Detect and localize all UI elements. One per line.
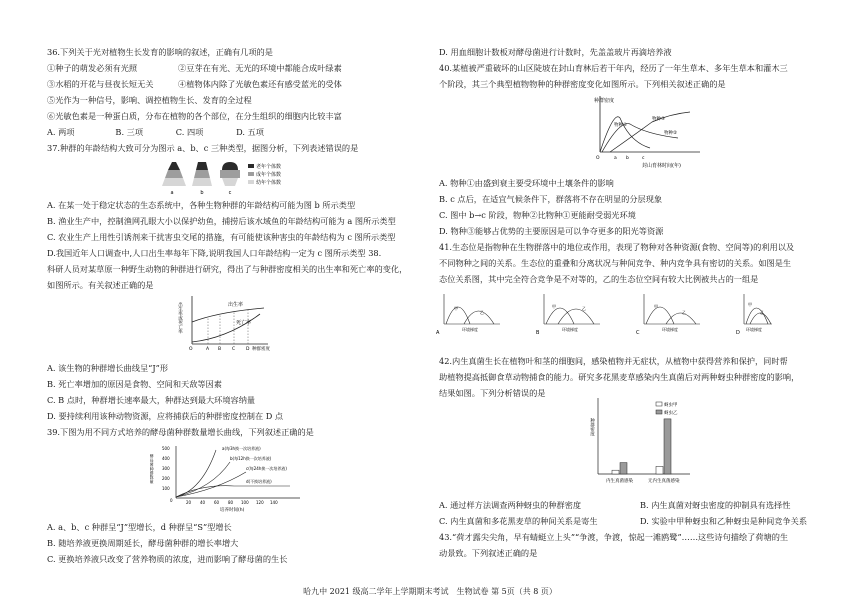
legend-swatch-aphid-a bbox=[656, 402, 662, 406]
species-yi: 乙 bbox=[582, 306, 586, 311]
q40-stem: 个阶段，其三个典型植物物种的种群密度变化如图所示。下列相关叙述正确的是 bbox=[439, 79, 726, 89]
point-b: B bbox=[218, 347, 222, 352]
point-c: C bbox=[232, 347, 236, 352]
category-label-uninfected: 无内生真菌感染 bbox=[648, 479, 680, 484]
q37-option-b: B. 渔业生产中，控制渔网孔眼大小以保护幼鱼，捕捞后该水域鱼的年龄结构可能为 a 图所示类型 bbox=[47, 216, 396, 226]
q36-item: ⑥光敏色素是一种蛋白质，分布在植物的各个部位，在分生组织的细胞内比较丰富 bbox=[47, 111, 342, 121]
q38-stem: 科研人员对某草原一种野生动物的种群进行研究，得出了与种群密度相关的出生率和死亡率的变化， bbox=[47, 264, 408, 274]
x-tick: 140 bbox=[270, 500, 278, 505]
legend-young: 幼年个体数 bbox=[256, 180, 282, 186]
q41-niche-figure bbox=[434, 288, 774, 338]
species-yi: 乙 bbox=[760, 310, 764, 315]
x-axis-label: 环境梯度 bbox=[746, 327, 762, 332]
y-tick: 300 bbox=[162, 466, 170, 471]
q36-item: ①种子的萌发必须有光照 ②豆芽在有光、无光的环境中都能合成叶绿素 bbox=[47, 63, 342, 73]
q38-option-d: D. 要持续利用该种动物资源，应将捕获后的种群密度控制在 D 点 bbox=[47, 411, 284, 421]
q40-succession-figure bbox=[590, 90, 708, 170]
bar-aphid-b-uninfected bbox=[664, 419, 671, 474]
q38-birth-death-figure bbox=[178, 292, 274, 354]
q39-option-a: A. a、b、c 种群呈“J”型增长，d 种群呈“S”型增长 bbox=[47, 522, 232, 532]
q42-aphid-bar-chart bbox=[560, 392, 710, 488]
point-o: O bbox=[189, 347, 193, 352]
pyramid-c bbox=[220, 162, 240, 186]
panel-b bbox=[536, 294, 600, 336]
x-tick: 120 bbox=[256, 500, 264, 505]
panel-label: B bbox=[536, 330, 540, 336]
q43-stem: 动景致。下列叙述正确的是 bbox=[439, 548, 538, 558]
y-axis-label: 种群密度 bbox=[594, 98, 615, 104]
q39-stem: 39.下图为用不同方式培养的酵母菌种群数量增长曲线，下列叙述正确的是 bbox=[47, 427, 314, 437]
bar-aphid-b-infected bbox=[620, 463, 627, 474]
point-b: b bbox=[626, 156, 629, 161]
pyramid-a bbox=[162, 162, 186, 186]
q42-option-a: A. 通过样方法调查两种蚜虫的种群密度 bbox=[439, 500, 582, 510]
q39-option-c: C. 更换培养液只改变了营养物质的浓度，进而影响了酵母菌的生长 bbox=[47, 554, 288, 564]
y-tick: 200 bbox=[162, 476, 170, 481]
legend-swatch-aphid-b bbox=[656, 410, 662, 414]
species-jia: 甲 bbox=[552, 304, 556, 309]
q39-yeast-growth-figure bbox=[150, 440, 310, 512]
x-tick: 20 bbox=[186, 500, 192, 505]
q37-stem: 37.种群的年龄结构大致可分为图示 a、b、c 三种类型，据图分析，下列表述错误的是 bbox=[47, 143, 359, 153]
species-jia: 甲 bbox=[654, 304, 658, 309]
point-c: c bbox=[642, 156, 645, 161]
q37-option-d: D.我国近年人口调查中,人口出生率每年下降,说明我国人口年龄结构一定为 c 图所示类型 38. bbox=[47, 248, 382, 258]
species-yi: 乙 bbox=[682, 310, 686, 315]
q42-stem: 助植物提高抵御食草动物捕食的能力。研究多花黑麦草感染内生真菌后对两种蚜虫种群密度的影响， bbox=[439, 372, 800, 382]
q36-item: ⑤光作为一种信号，影响、调控植物生长、发育的全过程 bbox=[47, 95, 252, 105]
legend-old: 老年个体数 bbox=[256, 164, 282, 170]
y-tick: 400 bbox=[162, 456, 170, 461]
y-tick: 0 bbox=[170, 498, 173, 503]
curve-label-d: d(不换培养液) bbox=[246, 479, 272, 484]
q38-stem: 如图所示。有关叙述正确的是 bbox=[47, 280, 154, 290]
label-b: b bbox=[200, 190, 204, 196]
y-axis-label: 出生率或死亡率 bbox=[178, 302, 183, 334]
curve-label-a: a(每3h换一次培养液) bbox=[222, 446, 261, 451]
legend-aphid-a: 蚜虫甲 bbox=[664, 403, 678, 408]
x-axis-label: 封山育林时间(年) bbox=[642, 163, 681, 169]
q38-option-a: A. 该生物的种群增长曲线呈“J”形 bbox=[47, 363, 169, 373]
q40-stem: 40.某植被严重破坏的山区陡坡在封山育林后若干年内，经历了一年生草本、多年生草本和灌木三 bbox=[439, 63, 788, 73]
x-tick: 80 bbox=[228, 500, 234, 505]
q41-stem: 态位关系图，其中完全符合竞争是不对等的，乙的生态位空间有较大比例被共占的一组是 bbox=[439, 274, 759, 284]
curve-label-death: 死亡率 bbox=[236, 320, 252, 326]
x-tick: 40 bbox=[200, 500, 206, 505]
q43-stem: 43.“荷才露尖尖角，早有蜻蜓立上头”“争渡，争渡，惊起一滩鸥鹭”……这些诗句描绘了荷塘的生 bbox=[439, 532, 789, 542]
y-tick: 500 bbox=[162, 446, 170, 451]
species-jia: 甲 bbox=[454, 306, 458, 311]
q40-option-c: C. 图中 b→c 阶段，物种②比物种①更能耐受弱光环境 bbox=[439, 210, 636, 220]
species-yi: 乙 bbox=[480, 310, 484, 315]
panel-label: D bbox=[736, 330, 740, 336]
panel-label: A bbox=[436, 330, 440, 336]
x-tick: 100 bbox=[241, 500, 249, 505]
q39-option-d: D. 用血细胞计数板对酵母菌进行计数时，先盖盖玻片再滴培养液 bbox=[439, 47, 672, 57]
legend-aphid-b: 蚜虫乙 bbox=[664, 411, 678, 416]
panel-a bbox=[436, 294, 500, 336]
q36-options: A. 两项 B. 三项 C. 四项 D. 五项 bbox=[47, 127, 264, 137]
q40-option-d: D. 物种③能够占优势的主要原因是可以争夺更多的阳光等资源 bbox=[439, 226, 664, 236]
panel-d bbox=[736, 294, 772, 336]
x-axis-label: 环境梯度 bbox=[462, 327, 478, 332]
x-axis-label: 环境梯度 bbox=[662, 327, 678, 332]
page-footer: 哈九中 2021 级高二学年上学期期末考试 生物试卷 第 5页（共 8 页） bbox=[303, 587, 557, 596]
point-d: D bbox=[246, 347, 250, 352]
q36-stem: 36.下列关于光对植物生长发育的影响的叙述，正确有几项的是 bbox=[47, 47, 273, 57]
curve-label-c: c(每24h换一次培养液) bbox=[246, 466, 287, 471]
panel-c bbox=[636, 294, 700, 336]
label-a: a bbox=[170, 190, 174, 196]
q42-option-b: B. 内生真菌对蚜虫密度的抑制具有选择性 bbox=[640, 500, 791, 510]
q37-option-c: C. 农业生产上用性引诱剂来干扰害虫交尾的措施，有可能使该种害虫的年龄结构为 c 图所示类型 bbox=[47, 232, 396, 242]
q41-stem: 不同物种之间的关系。生态位的重叠和分离状况与种间竞争、种内竞争具有密切的关系。如图是生 bbox=[439, 258, 792, 268]
q38-option-c: C. B 点时，种群增长速率最大，种群达到最大环境容纳量 bbox=[47, 395, 256, 405]
bars-group bbox=[612, 419, 671, 474]
label-species-3: 物种③ bbox=[652, 117, 666, 122]
q42-stem: 结果如图。下列分析错误的是 bbox=[439, 388, 546, 398]
bar-aphid-a-uninfected bbox=[656, 466, 663, 474]
y-axis-label: 种群密度 bbox=[589, 418, 595, 436]
q37-age-structure-figure bbox=[158, 158, 288, 196]
label-species-1: 物种① bbox=[614, 123, 628, 128]
x-axis-label: 培养时间(h) bbox=[220, 508, 245, 512]
x-tick: 60 bbox=[214, 500, 220, 505]
curve-c bbox=[176, 472, 246, 497]
q39-option-b: B. 随培养液更换周期延长，酵母菌种群的增长率增大 bbox=[47, 538, 239, 548]
curve-label-birth: 出生率 bbox=[228, 302, 244, 308]
species-jia: 甲 bbox=[748, 302, 752, 307]
point-a: A bbox=[206, 347, 210, 352]
curve-species-3 bbox=[610, 112, 690, 152]
curve-b bbox=[176, 462, 230, 497]
label-c: c bbox=[228, 190, 232, 196]
q42-option-c: C. 内生真菌和多花黑麦草的种间关系是寄生 bbox=[439, 516, 598, 526]
y-axis-label: 酵母菌种群数量 bbox=[150, 454, 155, 484]
curve-label-b: b(每12h换一次培养液) bbox=[230, 456, 272, 461]
category-label-infected: 内生真菌感染 bbox=[606, 479, 633, 484]
x-axis-label: 种群密度 bbox=[252, 347, 270, 352]
q40-option-b: B. c 点后，在适宜气候条件下，群落将不存在明显的分层现象 bbox=[439, 194, 663, 204]
panel-label: C bbox=[636, 330, 640, 336]
q42-option-d: D. 实验中甲种蚜虫和乙种蚜虫是种间竞争关系 bbox=[640, 516, 808, 526]
q38-option-b: B. 死亡率增加的原因是食物、空间和天敌等因素 bbox=[47, 379, 222, 389]
q41-stem: 41.生态位是指物种在生物群落中的地位或作用，表现了物种对各种资源(食物、空间等)的利用以及 bbox=[439, 242, 795, 252]
x-axis-label: 环境梯度 bbox=[562, 327, 578, 332]
curve-species-1 bbox=[600, 117, 650, 152]
q40-option-a: A. 物种①由盛到衰主要受环境中土壤条件的影响 bbox=[439, 178, 614, 188]
legend-adult: 成年个体数 bbox=[256, 172, 282, 178]
label-species-2: 物种② bbox=[664, 131, 678, 136]
point-o: O bbox=[596, 156, 600, 161]
q37-option-a: A. 在某一处于稳定状态的生态系统中，各种生物种群的年龄结构可能为图 b 所示类型 bbox=[47, 200, 356, 210]
point-a: a bbox=[614, 156, 617, 161]
q42-stem: 42.内生真菌生长在植物叶和茎的细胞间，感染植物并无症状，从植物中获得营养和保护，同时帮 bbox=[439, 356, 788, 366]
y-tick: 100 bbox=[162, 486, 170, 491]
q36-item: ③水稻的开花与昼夜长短无关 ④植物体内除了光敏色素还有感受蓝光的受体 bbox=[47, 79, 342, 89]
pyramid-b bbox=[192, 162, 212, 186]
bar-aphid-a-infected bbox=[612, 470, 619, 474]
